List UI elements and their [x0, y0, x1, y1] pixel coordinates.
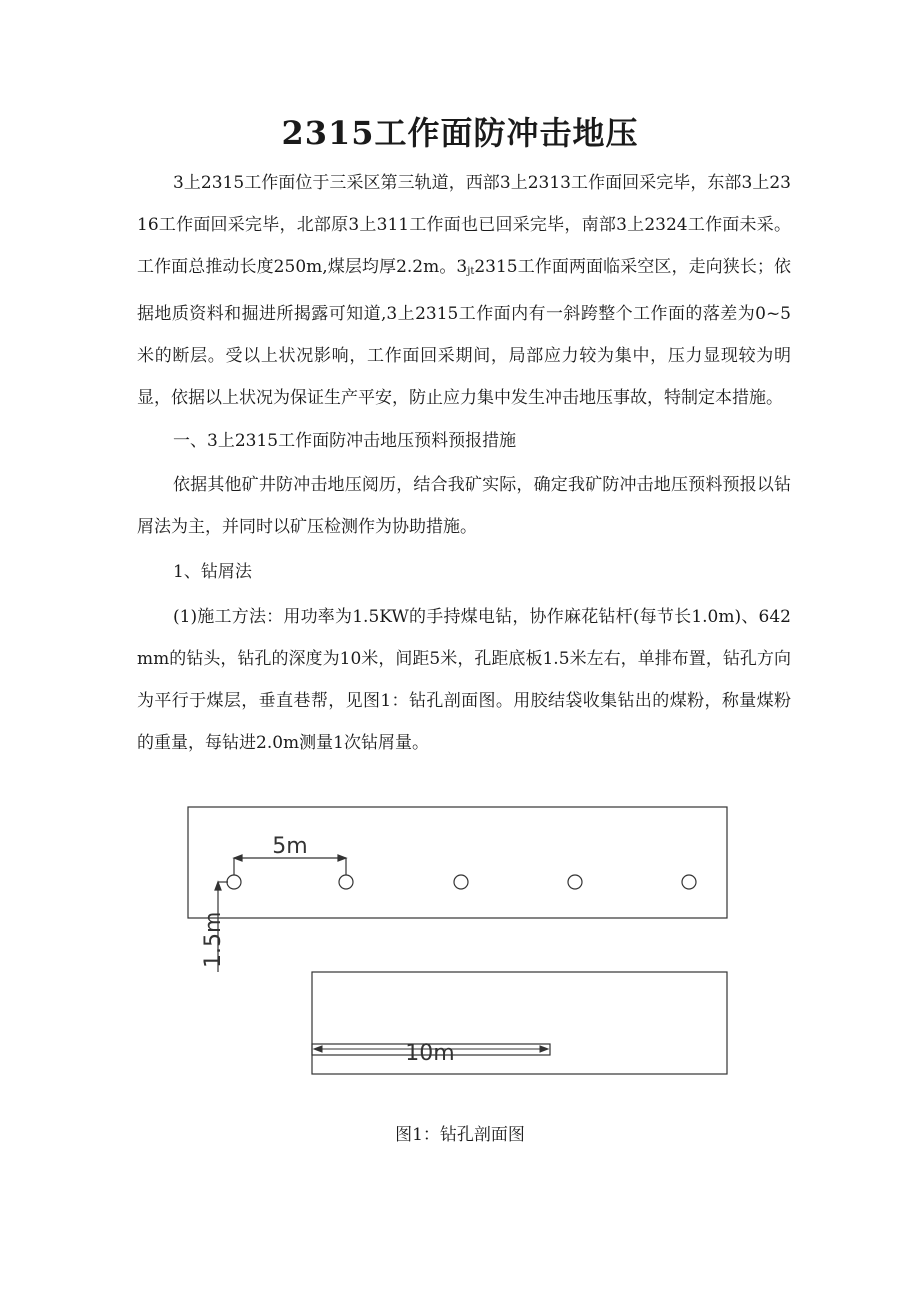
document-title: 2315工作面防冲击地压 [281, 114, 639, 152]
construction-method-paragraph: (1)施工方法：用功率为1.5KW的手持煤电钻，协作麻花钻杆(每节长1.0m)、642mm的钻头，钻孔的深度为10米，间距5米，孔距底板1.5米左右，单排布置，钻孔方向为平行于煤层，垂直巷帮，见图1：钻孔剖面图。用胶结袋收集钻出的煤粉，称量煤粉的重量，每钻进2.0m测量1次钻屑量。 [137, 607, 791, 753]
drill-hole [227, 875, 241, 889]
figure-caption: 图1：钻孔剖面图 [395, 1125, 525, 1145]
intro-text-part1: 3上2315工作面位于三采区第三轨道，西部3上2313工作面回采完毕，东部3上2316工作面回采完毕，北部原3上311工作面也已回采完毕，南部3上2324工作面未采。工作面总推动长度250m,煤层均厚2.2m。3 [137, 173, 791, 277]
intro-text-part2: 2315工作面两面临采空区，走向狭长；依据地质资料和掘进所揭露可知道,3上2315工作面内有一斜跨整个工作面的落差为0~5米的断层。受以上状况影响，工作面回采期间，局部应力较为集中，压力显现较为明显，依据以上状况为保证生产平安，防止应力集中发生冲击地压事故，特制定本措施。 [137, 257, 791, 408]
drill-hole-section-figure [180, 800, 740, 1100]
drill-hole [339, 875, 353, 889]
depth-label: 10m [405, 1041, 455, 1066]
drill-hole [682, 875, 696, 889]
drill-holes [227, 875, 696, 889]
drill-hole [454, 875, 468, 889]
wall-elevation-rect [188, 807, 727, 918]
subsection-heading: 1、钻屑法 [173, 562, 252, 582]
plan-view-rect [312, 972, 727, 1074]
method-paragraph: 依据其他矿井防冲击地压阅历，结合我矿实际，确定我矿防冲击地压预料预报以钻屑法为主，并同时以矿压检测作为协助措施。 [137, 475, 791, 537]
spacing-label: 5m [272, 834, 308, 859]
height-label: 1.5m [201, 911, 226, 968]
drill-hole [568, 875, 582, 889]
section-heading: 一、3上2315工作面防冲击地压预料预报措施 [173, 431, 517, 451]
intro-paragraph [137, 162, 791, 419]
intro-subscript: jt [467, 266, 475, 277]
